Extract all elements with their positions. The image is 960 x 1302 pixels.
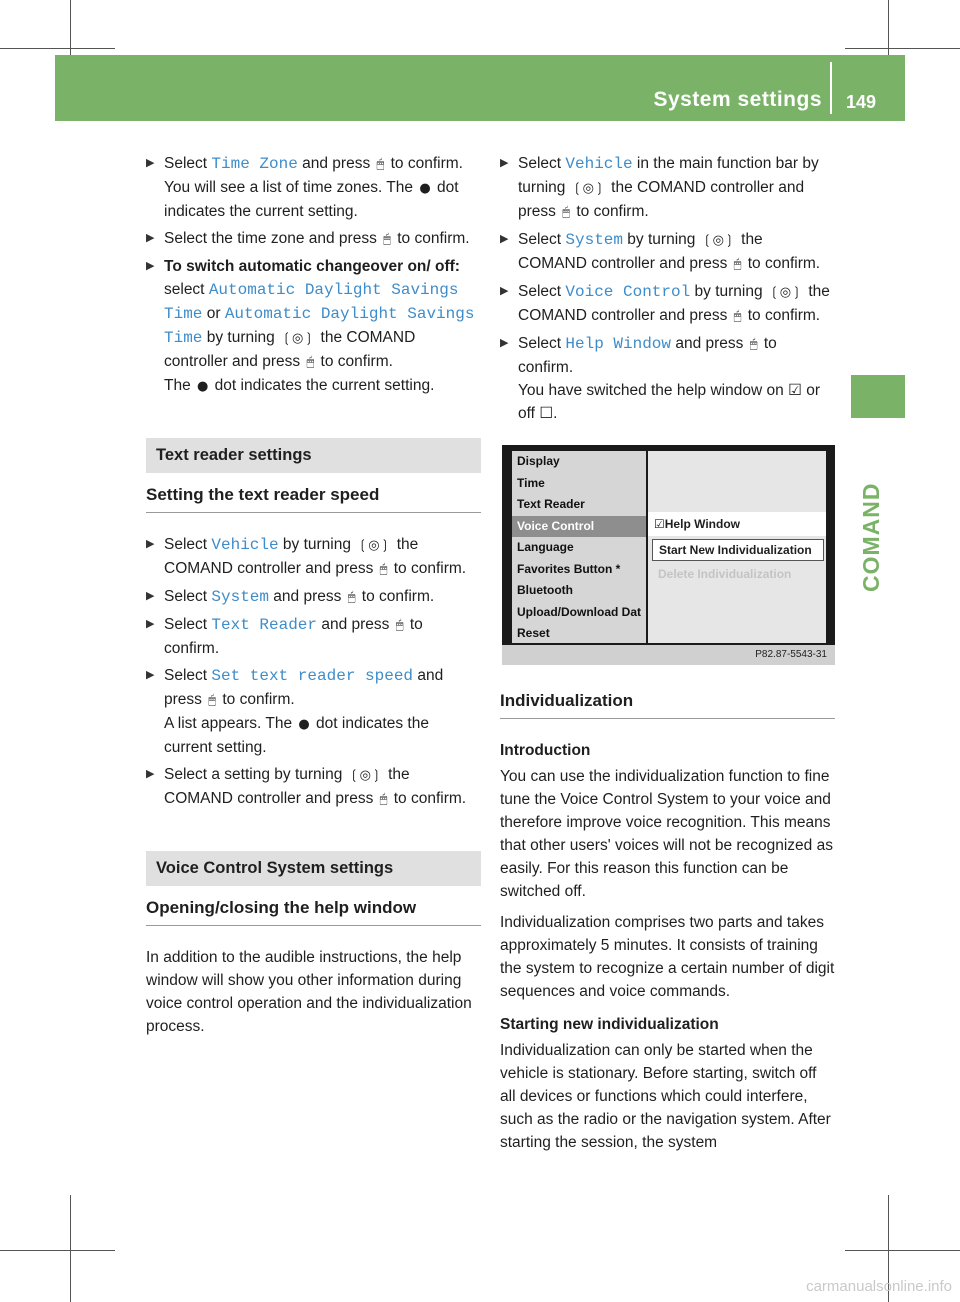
- comand-screenshot: [502, 445, 835, 665]
- step-select-text-reader: ▶ Select Text Reader and press 🖱 to confirm.: [146, 613, 481, 660]
- press-icon: 🖱: [562, 205, 571, 220]
- menu-item-display[interactable]: Display: [517, 454, 560, 468]
- step-select-system: ▶ Select System and press 🖱 to confirm.: [146, 585, 481, 609]
- turn-icon: ❲◎❳: [768, 285, 803, 300]
- menu-item-reset[interactable]: Reset: [517, 626, 550, 640]
- header-divider: [830, 62, 832, 114]
- step-select-help-window: ▶ Select Help Window and press 🖱 to confirm. You have switched the help window on ☑ or off ☐.: [500, 332, 835, 425]
- step-select-vehicle: ▶ Select Vehicle in the main function bar by turning ❲◎❳ the COMAND controller and press 🖱 to confirm.: [500, 152, 835, 224]
- turn-icon: ❲◎❳: [701, 233, 735, 248]
- turn-icon: ❲◎❳: [357, 538, 391, 553]
- checkbox-checked-icon: ☑: [788, 382, 802, 399]
- left-column: [146, 152, 481, 1046]
- press-icon: 🖱: [306, 355, 315, 370]
- page-title: System settings: [653, 88, 822, 111]
- step-select-zone: ▶ Select the time zone and press 🖱 to confirm.: [146, 227, 481, 251]
- side-tab: [851, 375, 905, 418]
- section-heading: Text reader settings: [146, 438, 481, 473]
- menu-item-language[interactable]: Language: [517, 540, 574, 554]
- page-number: 149: [846, 92, 877, 112]
- press-icon: 🖱: [379, 792, 388, 807]
- crop-mark: [0, 48, 115, 49]
- press-icon: 🖱: [347, 590, 356, 605]
- crop-mark: [70, 1195, 71, 1302]
- press-icon: 🖱: [379, 562, 388, 577]
- crop-mark: [0, 1250, 115, 1251]
- step-select-voice-control: ▶ Select Voice Control by turning ❲◎❳ the COMAND controller and press 🖱 to confirm.: [500, 280, 835, 328]
- step-select-speed: ▶ Select Set text reader speed and press 🖱 to confirm. A list appears. The ● dot indicates the current setting.: [146, 664, 481, 759]
- dot-icon: ●: [197, 379, 209, 394]
- turn-icon: ❲◎❳: [348, 768, 382, 783]
- help-window-option[interactable]: ☑Help Window: [648, 512, 826, 536]
- press-icon: 🖱: [376, 157, 385, 172]
- press-icon: 🖱: [395, 618, 404, 633]
- body-paragraph: In addition to the audible instructions, the help window will show you other information during voice control operation and the individualization process.: [146, 949, 472, 1035]
- side-label: COMAND: [858, 482, 884, 592]
- delete-individualization-option: Delete Individualization: [658, 567, 792, 581]
- watermark: carmanualsonline.info: [806, 1278, 952, 1295]
- crop-mark: [845, 1250, 960, 1251]
- menu-item-time[interactable]: Time: [517, 475, 545, 490]
- press-icon: 🖱: [733, 257, 742, 272]
- menu-item-text-reader[interactable]: Text Reader: [517, 497, 585, 511]
- menu-item-favorites[interactable]: Favorites Button *: [517, 561, 621, 576]
- start-individualization-option[interactable]: Start New Individualization: [652, 539, 824, 561]
- press-icon: 🖱: [383, 232, 391, 247]
- turn-icon: ❲◎❳: [571, 181, 605, 196]
- checkbox-unchecked-icon: ☐: [539, 405, 554, 422]
- minor-heading: Starting new individualization: [500, 1016, 719, 1033]
- dot-icon: ●: [298, 717, 310, 732]
- step-select-system: ▶ Select System by turning ❲◎❳ the COMAND controller and press 🖱 to confirm.: [500, 228, 835, 276]
- press-icon: 🖱: [208, 693, 217, 708]
- body-paragraph: Individualization comprises two parts and takes approximately 5 minutes. It consists of training the system to recognize a certain number of digit sequences and voice commands.: [500, 914, 835, 1000]
- step-select-setting: ▶ Select a setting by turning ❲◎❳ the COMAND controller and press 🖱 to confirm.: [146, 763, 481, 811]
- voice-control-submenu: [648, 451, 826, 643]
- section-heading: Voice Control System settings: [146, 851, 481, 886]
- body-paragraph: Individualization can only be started when the vehicle is stationary. Before starting, switch off all devices or functions which could interfere, such as the radio or the navigation system. After starting the session, the system: [500, 1042, 831, 1151]
- press-icon: 🖱: [749, 337, 758, 352]
- step-auto-changeover: ▶ To switch automatic changeover on/ off: select Automatic Daylight Savings Time or Automatic Daylight Savings Time by turning ❲◎❳ the COMAND controller and press 🖱 to confirm. The ● dot indicates the current setting.: [146, 255, 481, 398]
- menu-item-upload-download[interactable]: Upload/Download Dat: [517, 604, 641, 619]
- step-select-vehicle: ▶ Select Vehicle by turning ❲◎❳ the COMAND controller and press 🖱 to confirm.: [146, 533, 481, 581]
- right-column: [500, 152, 835, 1162]
- checkbox-checked-icon: ☑: [654, 517, 665, 531]
- dot-icon: ●: [419, 181, 431, 196]
- subheading: Individualization: [500, 689, 835, 719]
- menu-item-voice-control[interactable]: Voice Control: [512, 516, 646, 538]
- crop-mark: [845, 48, 960, 49]
- image-code: P82.87-5543-31: [502, 645, 835, 665]
- subheading: Opening/closing the help window: [146, 896, 481, 926]
- step-select-time-zone: ▶ Select Time Zone and press 🖱 to confirm. You will see a list of time zones. The ● dot indicates the current setting.: [146, 152, 481, 223]
- press-icon: 🖱: [733, 309, 742, 324]
- system-menu: [512, 451, 646, 643]
- menu-item-bluetooth[interactable]: Bluetooth: [517, 583, 573, 597]
- turn-icon: ❲◎❳: [281, 331, 315, 346]
- subheading: Setting the text reader speed: [146, 483, 481, 513]
- minor-heading: Introduction: [500, 742, 591, 759]
- body-paragraph: You can use the individualization function to fine tune the Voice Control System to your voice and therefore improve voice recognition. This means that other users' voices will not be recognized as easily. For this reason this function can be switched off.: [500, 768, 833, 900]
